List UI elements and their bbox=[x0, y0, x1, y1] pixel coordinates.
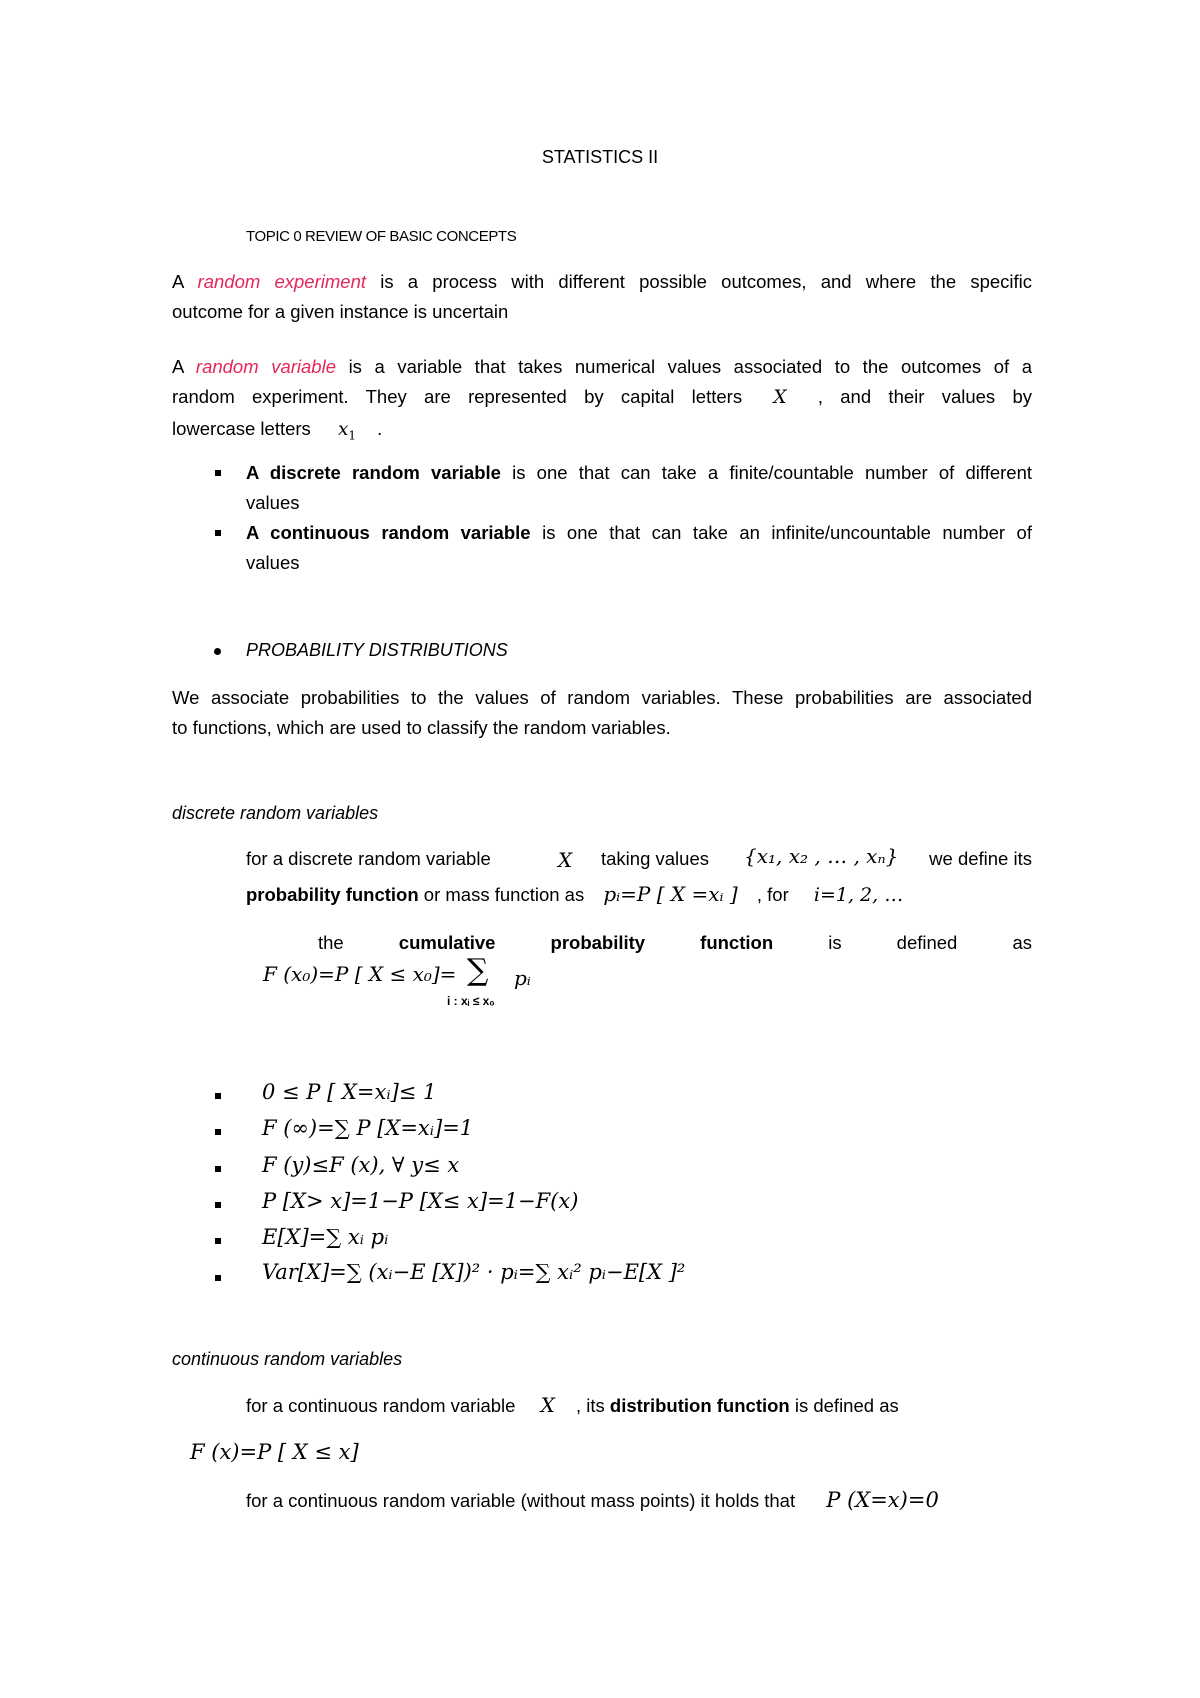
property-3: F (y)≤F (x), ∀ y≤ x bbox=[262, 1153, 460, 1177]
bullet-square bbox=[215, 1129, 221, 1135]
term-random-variable: random variable bbox=[195, 356, 336, 377]
property-2: F (∞)=∑ P [X=xᵢ]=1 bbox=[262, 1116, 474, 1140]
random-experiment-line1: A random experiment is a process with different possible outcomes, and where the specific bbox=[172, 271, 1033, 292]
discrete-def-line2: probability function or mass function as pᵢ=P [ X =xᵢ ] , for i=1, 2, … bbox=[246, 882, 904, 906]
continuous-def-line1: for a continuous random variable X , its distribution function is defined as bbox=[246, 1393, 899, 1417]
continuous-rv-definition: A continuous random variable is one that can take an infinite/uncountable number of bbox=[246, 522, 1032, 543]
cumulative-formula: F (x₀)=P [ X ≤ x₀]= bbox=[263, 962, 457, 986]
bullet-square bbox=[215, 530, 221, 536]
property-6: Var[X]=∑ (xᵢ−E [X])² · pᵢ=∑ xᵢ² pᵢ−E[X ]² bbox=[262, 1260, 686, 1284]
random-variable-line2: random experiment. They are represented by capital letters X , and their values by bbox=[172, 386, 1033, 408]
cumulative-words: the cumulative probability function is defined as bbox=[318, 932, 1032, 953]
property-1: 0 ≤ P [ X=xᵢ]≤ 1 bbox=[262, 1080, 437, 1104]
continuous-def-line3: for a continuous random variable (without mass points) it holds that P (X=x)=0 bbox=[246, 1488, 939, 1512]
bullet-square bbox=[215, 470, 221, 476]
sum-symbol: ∑ bbox=[467, 953, 489, 988]
prob-dist-para-line1: We associate probabilities to the values of random variables. These probabilities are associated bbox=[172, 687, 1032, 708]
prob-dist-heading: PROBABILITY DISTRIBUTIONS bbox=[246, 640, 508, 660]
bullet-dot bbox=[214, 648, 221, 655]
discrete-def-line1: for a discrete random variable X taking values {x₁, x₂ , … , xₙ} we define its bbox=[246, 844, 1032, 872]
distribution-function-formula: F (x)=P [ X ≤ x] bbox=[190, 1440, 359, 1464]
random-experiment-line2: outcome for a given instance is uncertain bbox=[172, 301, 509, 322]
discrete-heading: discrete random variables bbox=[172, 803, 379, 823]
term-random-experiment: random experiment bbox=[197, 271, 366, 292]
bullet-square bbox=[215, 1093, 221, 1099]
property-5: E[X]=∑ xᵢ pᵢ bbox=[262, 1225, 389, 1249]
property-4: P [X> x]=1−P [X≤ x]=1−F(x) bbox=[262, 1189, 579, 1213]
discrete-rv-definition: A discrete random variable is one that can take a finite/countable number of different bbox=[246, 462, 1033, 483]
page-title: STATISTICS II bbox=[541, 147, 659, 167]
prob-dist-para-line2: to functions, which are used to classify the random variables. bbox=[172, 717, 671, 738]
random-variable-line1: A random variable is a variable that takes numerical values associated to the outcomes of a bbox=[172, 356, 1033, 377]
bullet-square bbox=[215, 1166, 221, 1172]
discrete-rv-definition-cont: values bbox=[246, 492, 300, 513]
bullet-square bbox=[215, 1202, 221, 1208]
bullet-square bbox=[215, 1238, 221, 1244]
continuous-heading: continuous random variables bbox=[172, 1349, 403, 1369]
topic-heading: TOPIC 0 REVIEW OF BASIC CONCEPTS bbox=[246, 228, 517, 245]
sum-index: i : xᵢ ≤ x₀ bbox=[447, 994, 495, 1008]
continuous-rv-definition-cont: values bbox=[246, 552, 300, 573]
random-variable-line3: lowercase letters $x_1$ . bbox=[172, 418, 383, 443]
cumulative-term: pᵢ bbox=[514, 966, 531, 990]
bullet-square bbox=[215, 1275, 221, 1281]
